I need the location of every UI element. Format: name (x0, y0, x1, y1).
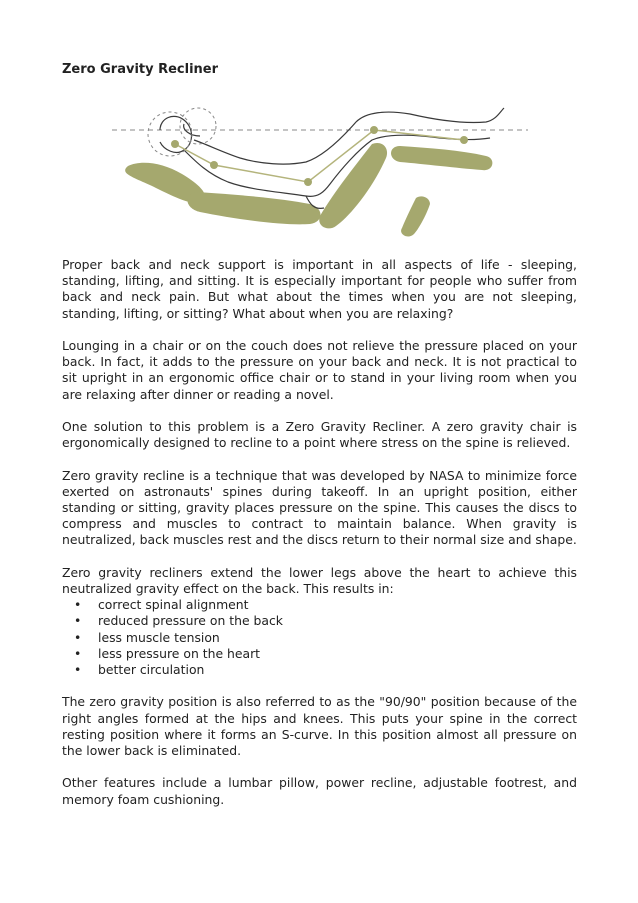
lower-cushion (401, 196, 430, 236)
paragraph-4: Zero gravity recline is a technique that was developed by NASA to minimize force exerted on astronauts' spines during takeoff. In an upright position, either standing or sitting, gravity places pressure on the spine. This causes the discs to compress and muscles to contract to maintain balance. When gravity is neutralized, back muscles rest and the discs return to their normal size and shape. (62, 467, 577, 548)
seat-back-cushion (187, 192, 320, 224)
paragraph-5: Zero gravity recliners extend the lower legs above the heart to achieve this neutralized gravity effect on the back. This results in: (62, 564, 577, 596)
article-body (62, 257, 577, 824)
recliner-illustration (110, 100, 530, 240)
head-position-outlines (148, 108, 216, 156)
benefits-list (62, 597, 577, 678)
paragraph-7: Other features include a lumbar pillow, power recline, adjustable footrest, and memory foam cushioning. (62, 775, 577, 807)
chair-cushions (125, 143, 492, 237)
paragraph-1: Proper back and neck support is important in all aspects of life - sleeping, standing, lifting, and sitting. It is especially important for people who suffer from back and neck pain. But what about the times when you are not sleeping, standing, lifting, or sitting? What about when you are relaxing? (62, 257, 577, 321)
paragraph-6: The zero gravity position is also referred to as the "90/90" position because of the right angles formed at the hips and knees. This puts your spine in the correct resting position where it forms an S-curve. In this position almost all pressure on the lower back is eliminated. (62, 694, 577, 759)
list-item: • less muscle tension (62, 630, 577, 646)
list-item: • better circulation (62, 662, 577, 678)
footrest-cushion (391, 146, 492, 170)
paragraph-3: One solution to this problem is a Zero Gravity Recliner. A zero gravity chair is ergonomically designed to recline to a point where stress on the spine is relieved. (62, 419, 577, 451)
list-item: • correct spinal alignment (62, 597, 577, 613)
list-item: • less pressure on the heart (62, 646, 577, 662)
paragraph-2: Lounging in a chair or on the couch does not relieve the pressure placed on your back. In fact, it adds to the pressure on your back and neck. It is not practical to sit upright in an ergonomic office chair or to stand in your living room when you are relaxing after dinner or reading a novel. (62, 338, 577, 402)
list-item: • reduced pressure on the back (62, 613, 577, 629)
page-title: Zero Gravity Recliner (62, 62, 219, 77)
